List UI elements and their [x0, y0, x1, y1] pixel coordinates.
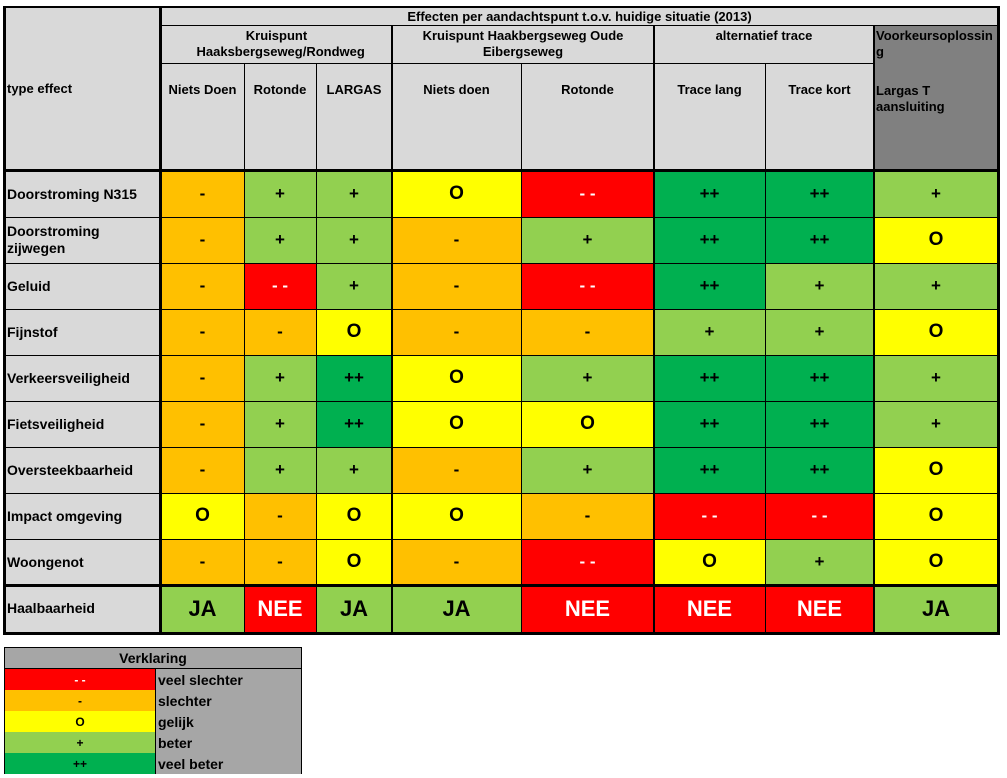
rating-cell: -: [521, 309, 654, 355]
rating-cell: +: [244, 171, 316, 217]
group-header-haaksbergseweg-rondweg: Kruispunt Haaksbergseweg/Rondweg: [161, 26, 392, 64]
table-border-right: [997, 6, 1000, 635]
rating-cell: -: [392, 263, 521, 309]
rating-cell: ++: [316, 355, 392, 401]
legend-label: veel slechter: [155, 669, 302, 690]
rating-cell: ++: [316, 401, 392, 447]
col-header-trace-lang: Trace lang: [654, 64, 765, 171]
rating-cell: -: [392, 447, 521, 493]
table-border-bottom: [4, 632, 999, 635]
rating-cell: +: [654, 309, 765, 355]
rating-cell: +: [244, 447, 316, 493]
rating-cell: -: [244, 493, 316, 539]
rating-cell: ++: [654, 355, 765, 401]
row-label-impact-omgeving: Impact omgeving: [4, 493, 161, 539]
rating-cell: - -: [521, 171, 654, 217]
legend-label: beter: [155, 732, 302, 753]
rating-cell: O: [392, 355, 521, 401]
row-label-fietsveiligheid: Fietsveiligheid: [4, 401, 161, 447]
rating-cell: ++: [765, 217, 874, 263]
rating-cell: ++: [765, 355, 874, 401]
label-column-line: [159, 6, 162, 632]
grid-line: [4, 493, 999, 494]
rating-cell: O: [874, 447, 998, 493]
col-header-niets-doen-2: Niets doen: [392, 64, 521, 171]
rating-cell: ++: [654, 263, 765, 309]
rating-cell: - -: [521, 263, 654, 309]
legend-swatch: O: [4, 711, 155, 732]
haalbaarheid-cell: JA: [316, 585, 392, 632]
grid-line: [873, 26, 875, 632]
rating-cell: ++: [654, 217, 765, 263]
grid-line: [4, 217, 999, 218]
rating-cell: -: [161, 355, 244, 401]
legend-swatch: ++: [4, 753, 155, 774]
rating-cell: ++: [765, 401, 874, 447]
grid-line: [4, 309, 999, 310]
haalbaarheid-cell: JA: [161, 585, 244, 632]
rating-cell: +: [874, 355, 998, 401]
rating-cell: +: [765, 309, 874, 355]
rating-cell: +: [244, 355, 316, 401]
rating-cell: +: [765, 539, 874, 585]
rating-cell: +: [521, 447, 654, 493]
legend-swatch: - -: [4, 669, 155, 690]
legend-label: slechter: [155, 690, 302, 711]
col-header-largas-t-aansluiting: Largas T aansluiting: [874, 64, 998, 171]
legend-label: veel beter: [155, 753, 302, 774]
grid-line: [4, 263, 999, 264]
rating-cell: ++: [765, 447, 874, 493]
haalbaarheid-cell: NEE: [765, 585, 874, 632]
rating-cell: ++: [654, 171, 765, 217]
row-label-fijnstof: Fijnstof: [4, 309, 161, 355]
table-border-top: [4, 6, 999, 8]
row-header-label: type effect: [4, 7, 161, 171]
rating-cell: O: [874, 493, 998, 539]
legend-label: gelijk: [155, 711, 302, 732]
legend-swatch: +: [4, 732, 155, 753]
rating-cell: O: [161, 493, 244, 539]
grid-line: [653, 26, 655, 632]
rating-cell: O: [874, 309, 998, 355]
rating-cell: - -: [521, 539, 654, 585]
rating-cell: ++: [654, 447, 765, 493]
rating-cell: +: [765, 263, 874, 309]
rating-cell: O: [316, 539, 392, 585]
rating-cell: -: [161, 447, 244, 493]
rating-cell: O: [654, 539, 765, 585]
rating-cell: +: [521, 217, 654, 263]
haalbaarheid-cell: NEE: [654, 585, 765, 632]
col-header-rotonde-1: Rotonde: [244, 64, 316, 171]
rating-cell: -: [161, 217, 244, 263]
rating-cell: - -: [654, 493, 765, 539]
group-header-voorkeursoplossing: Voorkeursoplossing: [874, 26, 998, 171]
row-label-haalbaarheid: Haalbaarheid: [4, 585, 161, 632]
grid-line: [765, 64, 766, 632]
haalbaarheid-cell: NEE: [244, 585, 316, 632]
row-label-verkeersveiligheid: Verkeersveiligheid: [4, 355, 161, 401]
grid-line: [161, 63, 874, 64]
rating-cell: +: [874, 263, 998, 309]
rating-cell: - -: [765, 493, 874, 539]
rating-cell: -: [244, 539, 316, 585]
rating-cell: -: [521, 493, 654, 539]
rating-cell: -: [392, 217, 521, 263]
legend-swatch: -: [4, 690, 155, 711]
rating-cell: +: [244, 401, 316, 447]
rating-cell: O: [316, 493, 392, 539]
col-header-largas: LARGAS: [316, 64, 392, 171]
rating-cell: +: [316, 447, 392, 493]
rating-cell: O: [874, 217, 998, 263]
header-bottom-line: [4, 169, 999, 172]
col-header-niets-doen-1: Niets Doen: [161, 64, 244, 171]
row-label-woongenot: Woongenot: [4, 539, 161, 585]
rating-cell: -: [244, 309, 316, 355]
rating-cell: -: [161, 263, 244, 309]
haalbaarheid-cell: JA: [874, 585, 998, 632]
table-border-left: [3, 6, 6, 635]
haalbaarheid-cell: NEE: [521, 585, 654, 632]
grid-line: [4, 539, 999, 540]
rating-cell: +: [874, 171, 998, 217]
grid-line: [4, 401, 999, 402]
col-header-rotonde-2: Rotonde: [521, 64, 654, 171]
row-label-geluid: Geluid: [4, 263, 161, 309]
group-header-alternatief-trace: alternatief trace: [654, 26, 874, 64]
row-label-oversteekbaarheid: Oversteekbaarheid: [4, 447, 161, 493]
rating-cell: ++: [765, 171, 874, 217]
final-row-line: [4, 584, 999, 587]
rating-cell: O: [392, 171, 521, 217]
group-header-oude-eibergseweg: Kruispunt Haakbergseweg Oude Eibergseweg: [392, 26, 654, 64]
rating-cell: -: [161, 171, 244, 217]
rating-cell: -: [161, 401, 244, 447]
rating-cell: -: [392, 539, 521, 585]
grid-line: [4, 355, 999, 356]
rating-cell: O: [874, 539, 998, 585]
row-label-doorstroming-zijwegen: Doorstroming zijwegen: [4, 217, 161, 263]
rating-cell: +: [521, 355, 654, 401]
legend-title: Verklaring: [4, 647, 302, 669]
rating-cell: O: [316, 309, 392, 355]
col-header-trace-kort: Trace kort: [765, 64, 874, 171]
grid-line: [4, 447, 999, 448]
rating-cell: O: [521, 401, 654, 447]
rating-cell: -: [392, 309, 521, 355]
rating-cell: O: [392, 493, 521, 539]
rating-cell: -: [161, 309, 244, 355]
haalbaarheid-cell: JA: [392, 585, 521, 632]
rating-cell: - -: [244, 263, 316, 309]
rating-cell: +: [316, 171, 392, 217]
rating-cell: ++: [654, 401, 765, 447]
rating-cell: +: [874, 401, 998, 447]
row-label-doorstroming-n315: Doorstroming N315: [4, 171, 161, 217]
grid-line: [244, 64, 245, 632]
rating-cell: O: [392, 401, 521, 447]
grid-line: [316, 64, 317, 632]
rating-cell: +: [316, 263, 392, 309]
rating-cell: -: [161, 539, 244, 585]
rating-cell: +: [316, 217, 392, 263]
grid-line: [521, 64, 522, 632]
rating-cell: +: [244, 217, 316, 263]
grid-line: [391, 26, 393, 632]
super-header: Effecten per aandachtspunt t.o.v. huidige situatie (2013): [161, 7, 998, 26]
